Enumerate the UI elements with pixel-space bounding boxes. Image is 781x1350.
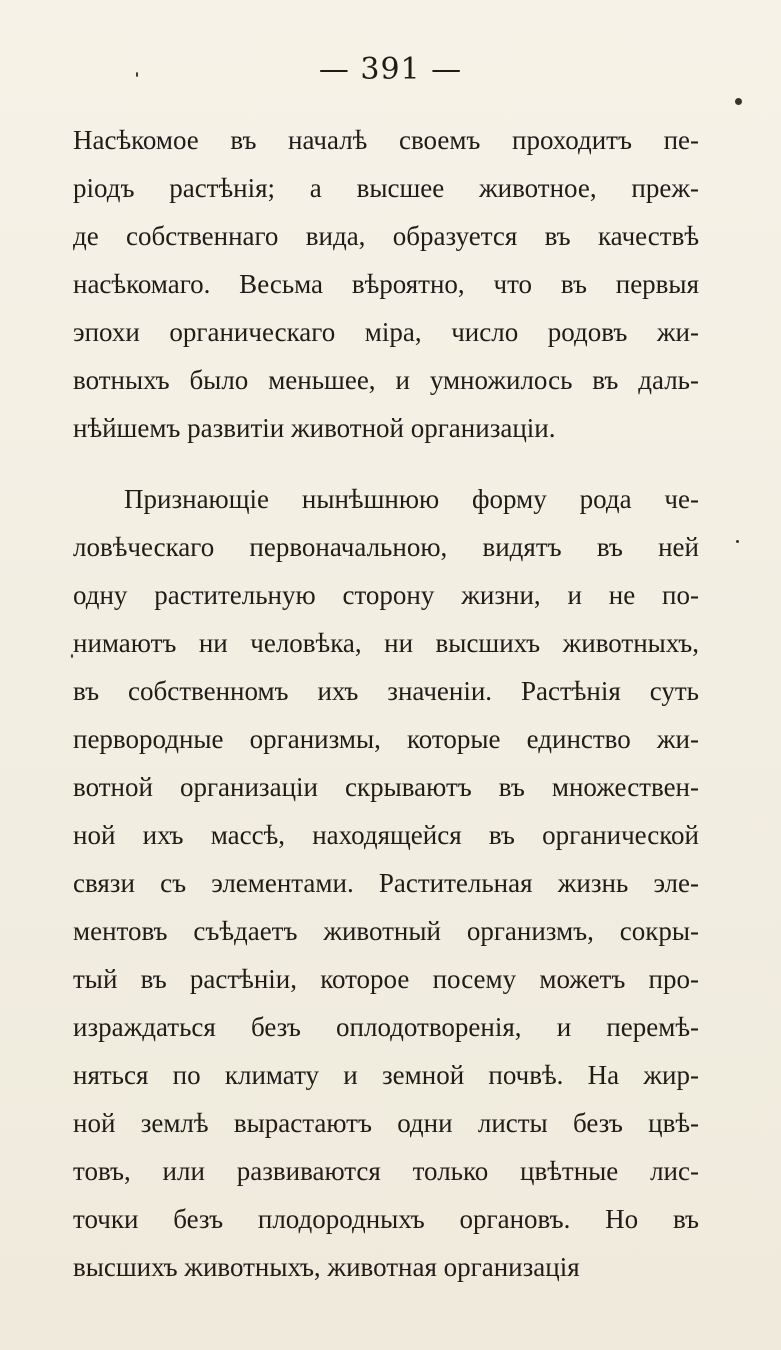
text-line: въ собственномъ ихъ значеніи. Растѣнія суть: [73, 676, 699, 706]
text-line: ной ихъ массѣ, находящейся въ органической: [73, 820, 699, 850]
paragraph-1: [73, 116, 699, 452]
text-line: высшихъ животныхъ, животная организація: [73, 1252, 580, 1282]
text-line: вотныхъ было меньшее, и умножилось въ даль-: [73, 365, 699, 395]
text-line: няться по климату и земной почвѣ. На жир-: [73, 1060, 699, 1090]
text-line: ріодъ растѣнія; а высшее животное, преж-: [73, 173, 699, 203]
paragraph-2: [73, 475, 699, 1291]
text-line: нѣйшемъ развитіи животной организаціи.: [73, 413, 556, 443]
text-line: точки безъ плодородныхъ органовъ. Но въ: [73, 1204, 699, 1234]
text-line: связи съ элементами. Растительная жизнь эле-: [73, 868, 699, 898]
paper-speck: [136, 72, 138, 77]
text-line: Насѣкомое въ началѣ своемъ проходитъ пе-: [73, 125, 699, 155]
paper-speck: [736, 540, 739, 543]
text-line: израждаться безъ оплодотворенія, и перемѣ-: [73, 1012, 699, 1042]
page-number: — 391 —: [318, 52, 463, 87]
text-line: нимаютъ ни человѣка, ни высшихъ животныхъ,: [73, 628, 699, 658]
text-line: ной землѣ вырастаютъ одни листы безъ цвѣ-: [73, 1108, 699, 1138]
text-line: товъ, или развиваются только цвѣтные лис-: [73, 1156, 699, 1186]
text-line: Признающіе нынѣшнюю форму рода че-: [124, 484, 699, 514]
paper-speck: [735, 98, 742, 105]
paper-speck: [71, 654, 73, 658]
text-line: насѣкомаго. Весьма вѣроятно, что въ первыя: [73, 269, 699, 299]
text-line: первородные организмы, которые единство жи-: [73, 724, 699, 754]
text-line: ловѣческаго первоначальною, видятъ въ ней: [73, 532, 699, 562]
text-line: вотной организаціи скрываютъ въ множествен-: [73, 772, 699, 802]
text-line: эпохи органическаго міра, число родовъ жи-: [73, 317, 699, 347]
text-line: одну растительную сторону жизни, и не по-: [73, 580, 699, 610]
text-line: де собственнаго вида, образуется въ качествѣ: [73, 221, 699, 251]
text-line: тый въ растѣніи, которое посему можетъ про-: [73, 964, 699, 994]
text-line: ментовъ съѣдаетъ животный организмъ, сокры-: [73, 916, 699, 946]
